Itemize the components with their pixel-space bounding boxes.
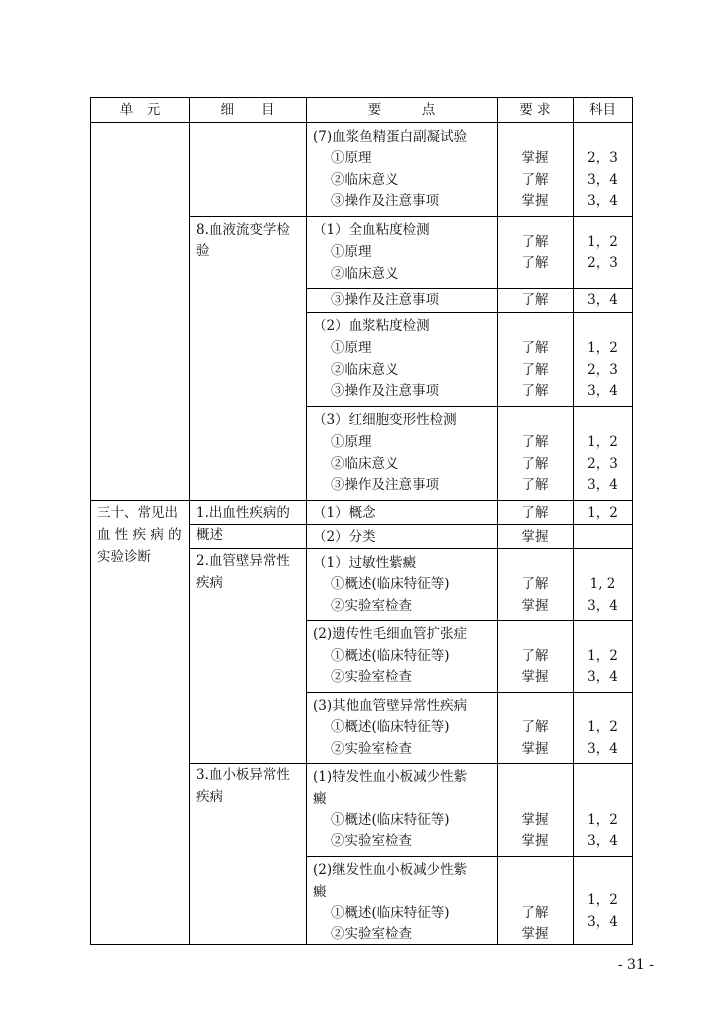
header-detail: 细 目 bbox=[220, 102, 275, 118]
syllabus-table bbox=[90, 97, 633, 945]
unit-text: 实验诊断 bbox=[97, 549, 151, 565]
subject-text: 1，2 bbox=[587, 234, 618, 250]
point-text: ①概述(临床特征等) bbox=[331, 905, 450, 921]
requirement-text: 掌握 bbox=[521, 193, 549, 209]
point-text: ③操作及注意事项 bbox=[331, 383, 439, 399]
detail-text: 8.血液流变学检 bbox=[196, 222, 290, 238]
point-text: （1）过敏性紫癜 bbox=[313, 555, 417, 571]
row-line bbox=[306, 692, 632, 693]
row-line bbox=[306, 620, 632, 621]
requirement-text: 掌握 bbox=[521, 598, 549, 614]
subject-text: 3，4 bbox=[587, 383, 618, 399]
point-text: ②实验室检查 bbox=[331, 741, 412, 757]
point-text: ②实验室检查 bbox=[331, 926, 412, 942]
detail-text: 疾病 bbox=[196, 789, 223, 805]
row-line bbox=[306, 288, 632, 289]
unit-text: 三十、常见出 bbox=[97, 505, 178, 521]
row-line bbox=[306, 312, 632, 313]
point-text: (2)继发性血小板减少性紫 bbox=[313, 862, 468, 878]
header-unit: 单 元 bbox=[119, 102, 161, 118]
requirement-text: 了解 bbox=[521, 340, 549, 356]
subject-text: 3，4 bbox=[587, 598, 618, 614]
point-text: ①原理 bbox=[331, 150, 372, 166]
requirement-text: 了解 bbox=[521, 255, 549, 271]
subject-text: 1, 2 bbox=[589, 576, 616, 592]
requirement-text: 掌握 bbox=[521, 669, 549, 685]
header-subject: 科目 bbox=[589, 102, 616, 118]
detail-text: 验 bbox=[196, 243, 210, 259]
subject-text: 1，2 bbox=[587, 434, 618, 450]
requirement-text: 了解 bbox=[521, 905, 549, 921]
unit-text: 血 性 疾 病 的 bbox=[97, 527, 182, 543]
row-line bbox=[306, 856, 632, 857]
point-text: ②临床意义 bbox=[331, 362, 399, 378]
detail-text: 3.血小板异常性 bbox=[196, 767, 290, 783]
requirement-text: 了解 bbox=[521, 234, 549, 250]
requirement-text: 了解 bbox=[521, 362, 549, 378]
subject-text: 2，3 bbox=[587, 456, 618, 472]
point-text: （2）分类 bbox=[313, 529, 376, 545]
point-text: ②实验室检查 bbox=[331, 598, 412, 614]
subject-text: 2，3 bbox=[587, 150, 618, 166]
subject-text: 3，4 bbox=[587, 477, 618, 493]
header-requirement: 要 求 bbox=[519, 102, 551, 118]
requirement-text: 了解 bbox=[521, 434, 549, 450]
subject-text: 1，2 bbox=[587, 812, 618, 828]
point-text: ②临床意义 bbox=[331, 456, 399, 472]
point-text: ①原理 bbox=[331, 244, 372, 260]
point-text: ③操作及注意事项 bbox=[331, 477, 439, 493]
point-text: ①概述(临床特征等) bbox=[331, 812, 450, 828]
requirement-text: 掌握 bbox=[521, 529, 549, 545]
point-text: 癜 bbox=[313, 791, 327, 807]
header-point: 要 点 bbox=[367, 102, 436, 118]
point-text: ②临床意义 bbox=[331, 172, 399, 188]
col-line bbox=[189, 98, 190, 944]
row-line bbox=[189, 548, 632, 549]
point-text: ①原理 bbox=[331, 434, 372, 450]
subject-text: 3，4 bbox=[587, 914, 618, 930]
row-line bbox=[91, 122, 632, 123]
point-text: (3)其他血管壁异常性疾病 bbox=[313, 698, 468, 714]
point-text: ②实验室检查 bbox=[331, 669, 412, 685]
requirement-text: 了解 bbox=[521, 576, 549, 592]
point-text: ①原理 bbox=[331, 340, 372, 356]
point-text: （3）红细胞变形性检测 bbox=[313, 412, 457, 428]
subject-text: 1，2 bbox=[587, 719, 618, 735]
row-line bbox=[189, 216, 632, 217]
point-text: ①概述(临床特征等) bbox=[331, 648, 450, 664]
subject-text: 1，2 bbox=[587, 340, 618, 356]
subject-text: 2，3 bbox=[587, 362, 618, 378]
point-text: (2)遗传性毛细血管扩张症 bbox=[313, 626, 468, 642]
requirement-text: 了解 bbox=[521, 456, 549, 472]
col-line bbox=[306, 98, 307, 944]
requirement-text: 了解 bbox=[521, 477, 549, 493]
point-text: (1)特发性血小板减少性紫 bbox=[313, 769, 468, 785]
row-line bbox=[189, 524, 632, 525]
point-text: （1）全血粘度检测 bbox=[313, 222, 430, 238]
point-text: （2）血浆粘度检测 bbox=[313, 318, 430, 334]
subject-text: 1，2 bbox=[587, 892, 618, 908]
requirement-text: 了解 bbox=[521, 383, 549, 399]
row-line bbox=[306, 406, 632, 407]
row-line bbox=[91, 500, 632, 501]
subject-text: 2，3 bbox=[587, 255, 618, 271]
requirement-text: 掌握 bbox=[521, 926, 549, 942]
subject-text: 3，4 bbox=[587, 172, 618, 188]
point-text: 癜 bbox=[313, 884, 327, 900]
requirement-text: 了解 bbox=[521, 292, 549, 308]
requirement-text: 了解 bbox=[521, 648, 549, 664]
detail-text: 概述 bbox=[196, 527, 223, 543]
point-text: ②临床意义 bbox=[331, 266, 399, 282]
subject-text: 3，4 bbox=[587, 833, 618, 849]
point-text: (7)血浆鱼精蛋白副凝试验 bbox=[313, 129, 468, 145]
point-text: ③操作及注意事项 bbox=[331, 292, 439, 308]
requirement-text: 了解 bbox=[521, 505, 549, 521]
page-number: - 31 - bbox=[617, 957, 654, 973]
detail-text: 1.出血性疾病的 bbox=[196, 505, 290, 521]
point-text: ①概述(临床特征等) bbox=[331, 576, 450, 592]
detail-text: 2.血管壁异常性 bbox=[196, 553, 290, 569]
subject-text: 3，4 bbox=[587, 193, 618, 209]
detail-text: 疾病 bbox=[196, 575, 223, 591]
requirement-text: 掌握 bbox=[521, 812, 549, 828]
point-text: （1）概念 bbox=[313, 505, 376, 521]
point-text: ②实验室检查 bbox=[331, 833, 412, 849]
requirement-text: 掌握 bbox=[521, 150, 549, 166]
subject-text: 3，4 bbox=[587, 741, 618, 757]
row-line bbox=[189, 763, 632, 764]
requirement-text: 掌握 bbox=[521, 741, 549, 757]
point-text: ③操作及注意事项 bbox=[331, 193, 439, 209]
point-text: ①概述(临床特征等) bbox=[331, 719, 450, 735]
subject-text: 1，2 bbox=[587, 648, 618, 664]
subject-text: 3，4 bbox=[587, 292, 618, 308]
requirement-text: 掌握 bbox=[521, 833, 549, 849]
requirement-text: 了解 bbox=[521, 719, 549, 735]
requirement-text: 了解 bbox=[521, 172, 549, 188]
subject-text: 1，2 bbox=[587, 505, 618, 521]
subject-text: 3，4 bbox=[587, 669, 618, 685]
